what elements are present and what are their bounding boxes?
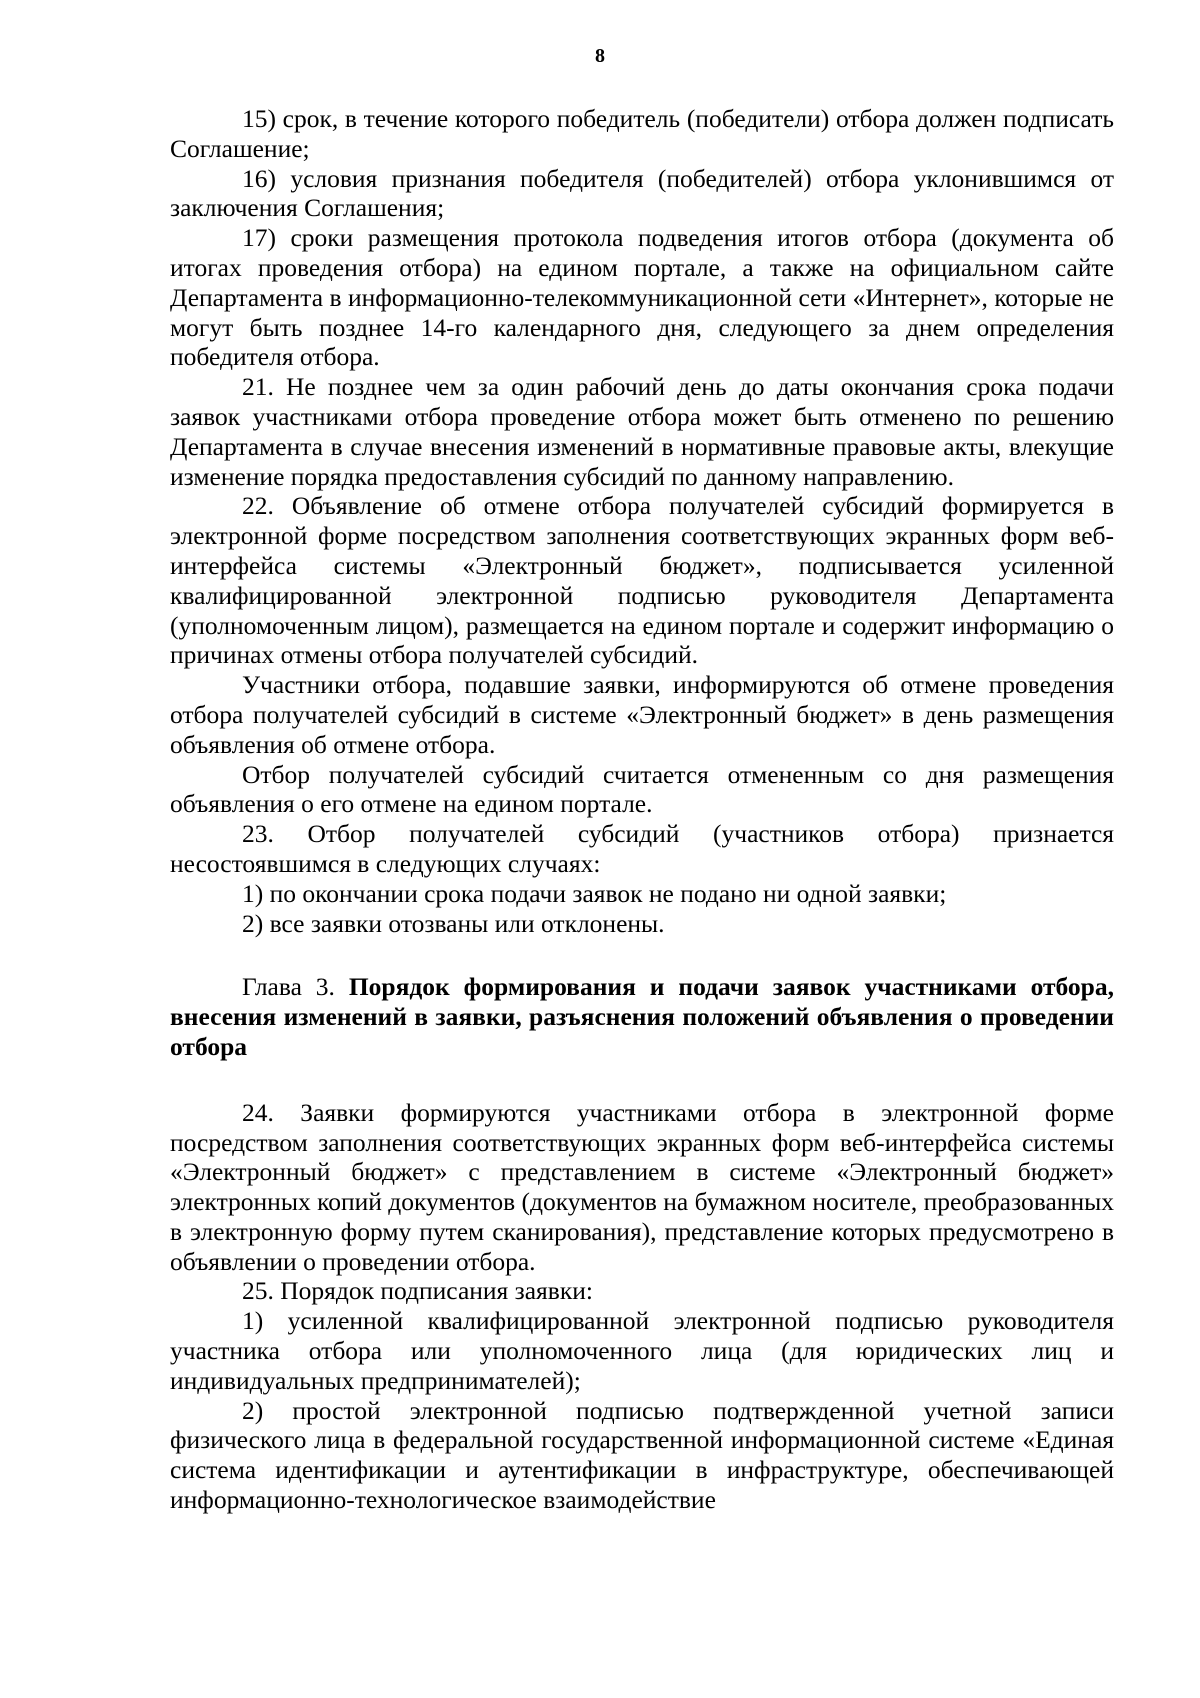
paragraph-clause-23: 23. Отбор получателей субсидий (участников отбора) признается несостоявшимся в следующих случаях: (170, 819, 1114, 878)
paragraph-clause-25: 25. Порядок подписания заявки: (242, 1276, 593, 1306)
paragraph-clause-21: 21. Не позднее чем за один рабочий день до даты окончания срока подачи заявок участниками отбора проведение отбора может быть отменено по решению Департамента в случае внесения изменений в нормативные правовые акты, влекущие изменение порядка предоставления субсидий по данному направлению. (170, 372, 1114, 491)
paragraph-signing-2: 2) простой электронной подписью подтвержденной учетной записи физического лица в федеральной государственной информационной системе «Единая система идентификации и аутентификации в инфраструктуре, обеспечивающей информационно-технологическое взаимодействие (170, 1395, 1114, 1515)
paragraph-cancellation-effective: Отбор получателей субсидий считается отмененным со дня размещения объявления о его отмене на едином портале. (170, 759, 1114, 819)
paragraph-item-17: 17) сроки размещения протокола подведения итогов отбора (документа об итогах проведения отбора) на едином портале, а также на официальном сайте Департамента в информационно-телекоммуникационной сети «Интернет», которые не могут быть позднее 14-го календарного дня, следующего за днем определения победителя отбора. (170, 223, 1114, 372)
paragraph-clause-22: 22. Объявление об отмене отбора получателей субсидий формируется в электронной форме посредством заполнения соответствующих экранных форм веб-интерфейса системы «Электронный бюджет», подписывается усиленной квалифицированной электронной подписью руководителя Департамента (уполномоченным лицом), размещается на едином портале и содержит информацию о причинах отмены отбора получателей субсидий. (170, 491, 1114, 670)
document-body (170, 104, 1114, 1515)
paragraph-case-2: 2) все заявки отозваны или отклонены. (242, 908, 665, 938)
paragraph-signing-1: 1) усиленной квалифицированной электронной подписью руководителя участника отбора или уполномоченного лица (для юридических лиц и индивидуальных предпринимателей); (170, 1306, 1114, 1395)
chapter-heading (170, 972, 1114, 1061)
chapter-title: Порядок формирования и подачи заявок участниками отбора, внесения изменений в заявки, разъяснения положений объявления о проведении отбора (170, 972, 1114, 1061)
paragraph-clause-24: 24. Заявки формируются участниками отбора в электронной форме посредством заполнения соответствующих экранных форм веб-интерфейса системы «Электронный бюджет» с представлением в системе «Электронный бюджет» электронных копий документов (документов на бумажном носителе, преобразованных в электронную форму путем сканирования), представление которых предусмотрено в объявлении о проведении отбора. (170, 1097, 1114, 1276)
paragraph-item-16: 16) условия признания победителя (победителей) отбора уклонившимся от заключения Соглашения; (170, 163, 1114, 223)
page-number: 8 (595, 45, 605, 67)
paragraph-participants-notice: Участники отбора, подавшие заявки, информируются об отмене проведения отбора получателей субсидий в системе «Электронный бюджет» в день размещения объявления об отмене отбора. (170, 670, 1114, 759)
paragraph-item-15: 15) срок, в течение которого победитель (победители) отбора должен подписать Соглашение; (170, 104, 1114, 163)
paragraph-case-1: 1) по окончании срока подачи заявок не подано ни одной заявки; (242, 878, 947, 908)
chapter-prefix: Глава 3. (242, 972, 349, 1002)
